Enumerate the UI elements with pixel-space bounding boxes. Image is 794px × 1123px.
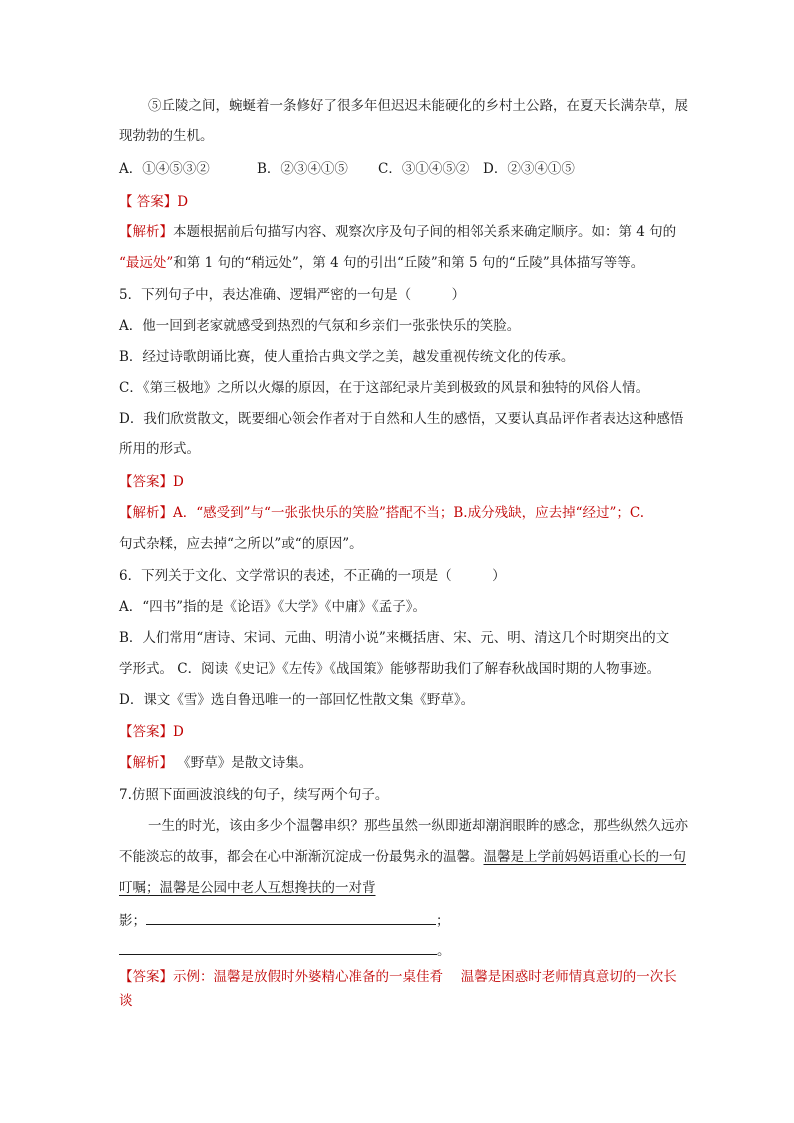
q5-analysis-line1 — [119, 503, 644, 523]
analysis-tag: 【解析】 — [119, 755, 173, 771]
q7-answer-line2: 谈 — [119, 993, 133, 1009]
q4-option-a: A．①④⑤③② — [119, 161, 210, 177]
answer-tag: 【答案】 — [119, 724, 173, 740]
paragraph-text: 不能淡忘的故事，都会在心中渐渐沉淀成一份最隽永的温馨。 — [119, 849, 484, 865]
q4-option-b: B．②③④①⑤ — [257, 161, 348, 177]
q4-item5-line2: 现勃勃的生机。 — [119, 128, 214, 144]
answer-tag: 【答案】 — [119, 474, 173, 490]
answer-tag: 【 答案】 — [119, 194, 178, 210]
q4-options — [119, 159, 575, 179]
q4-item5-line1: ⑤丘陵之间，蜿蜒着一条修好了很多年但迟迟未能硬化的乡村土公路，在夏天长满杂草，展 — [148, 98, 688, 114]
answer-tag: 【答案】 — [119, 969, 173, 985]
paragraph-text: 影； — [119, 913, 146, 929]
q6-option-b-line1: B．人们常用“唐诗、宋词、元曲、明清小说”来概括唐、宋、元、明、清这几个时期突出的文 — [119, 630, 670, 646]
q6-answer — [119, 722, 184, 742]
q6-stem: 6．下列关于文化、文学常识的表述，不正确的一项是（ ） — [119, 568, 506, 584]
q4-answer — [119, 192, 188, 212]
answer-value: D — [177, 194, 189, 210]
q6-option-a: A．“四书”指的是《论语》《大学》《中庸》《孟子》。 — [119, 599, 427, 615]
q5-option-b: B．经过诗歌朗诵比赛，使人重拾古典文学之美，越发重视传统文化的传承。 — [119, 349, 575, 365]
punctuation: 。 — [437, 943, 451, 959]
q6-option-d: D．课文《雪》选自鲁迅唯一的一部回忆性散文集《野草》。 — [119, 692, 475, 708]
q5-answer — [119, 472, 184, 492]
q5-option-a: A．他一回到老家就感受到热烈的气氛和乡亲们一张张快乐的笑脸。 — [119, 318, 521, 334]
q7-blank-line2 — [119, 940, 451, 961]
analysis-text: A．“感受到”与“一张张快乐的笑脸”搭配不当；B.成分残缺，应去掉“经过”；C. — [173, 505, 645, 521]
wavy-underlined-sentence: 温馨是上学前妈妈语重心长的一句 — [483, 849, 686, 865]
q7-paragraph-line1: 一生的时光，该由多少个温馨串织？那些虽然一纵即逝却潮润眼眸的感念，那些纵然久远亦 — [148, 818, 688, 834]
analysis-highlight: “最远处” — [119, 255, 174, 271]
q4-option-d: D．②③④①⑤ — [483, 161, 575, 177]
q7-paragraph-line2 — [119, 847, 686, 867]
punctuation: ； — [436, 913, 450, 929]
analysis-text: 《野草》是散文诗集。 — [173, 755, 313, 771]
answer-value: D — [173, 474, 184, 490]
q4-analysis-line1 — [119, 222, 676, 242]
q6-option-b-line2: 学形式。 C．阅读《史记》《左传》《战国策》能够帮助我们了解春秋战国时期的人物事迹。 — [119, 661, 661, 677]
answer-text: 示例：温馨是放假时外婆精心准备的一桌佳肴 温馨是困惑时老师情真意切的一次长 — [173, 969, 677, 985]
q5-option-d-line1: D．我们欣赏散文，既要细心领会作者对于自然和人生的感悟，又要认真品评作者表达这种感悟 — [119, 411, 684, 427]
analysis-tag: 【解析】 — [119, 505, 173, 521]
q7-answer-line1 — [119, 967, 677, 987]
q6-analysis — [119, 753, 312, 773]
q5-option-d-line2: 所用的形式。 — [119, 441, 200, 457]
q4-analysis-line2 — [119, 253, 644, 273]
q4-option-c: C．③①④⑤② — [378, 161, 470, 177]
answer-value: D — [173, 724, 184, 740]
analysis-text: 本题根据前后句描写内容、观察次序及句子间的相邻关系来确定顺序。如：第 4 句的 — [173, 224, 677, 240]
q5-analysis-line2: 句式杂糅，应去掉“之所以”或“的原因”。 — [119, 536, 363, 552]
answer-blank[interactable] — [146, 910, 436, 925]
q7-blank-line1 — [119, 910, 450, 931]
analysis-text: 和第 1 句的“稍远处”，第 4 句的引出“丘陵”和第 5 句的“丘陵”具体描写等等。 — [173, 255, 645, 271]
q7-paragraph-line3 — [119, 878, 376, 898]
analysis-tag: 【解析】 — [119, 224, 173, 240]
q5-stem: 5．下列句子中，表达准确、逻辑严密的一句是（ ） — [119, 287, 466, 303]
answer-blank[interactable] — [119, 940, 437, 955]
q5-option-c: C．《第三极地》之所以火爆的原因，在于这部纪录片美到极致的风景和独特的风俗人情。 — [119, 380, 650, 396]
q7-stem: 7.仿照下面画波浪线的句子，续写两个句子。 — [119, 787, 389, 803]
wavy-underlined-sentence: 叮嘱；温馨是公园中老人互想搀扶的一对背 — [119, 880, 376, 896]
